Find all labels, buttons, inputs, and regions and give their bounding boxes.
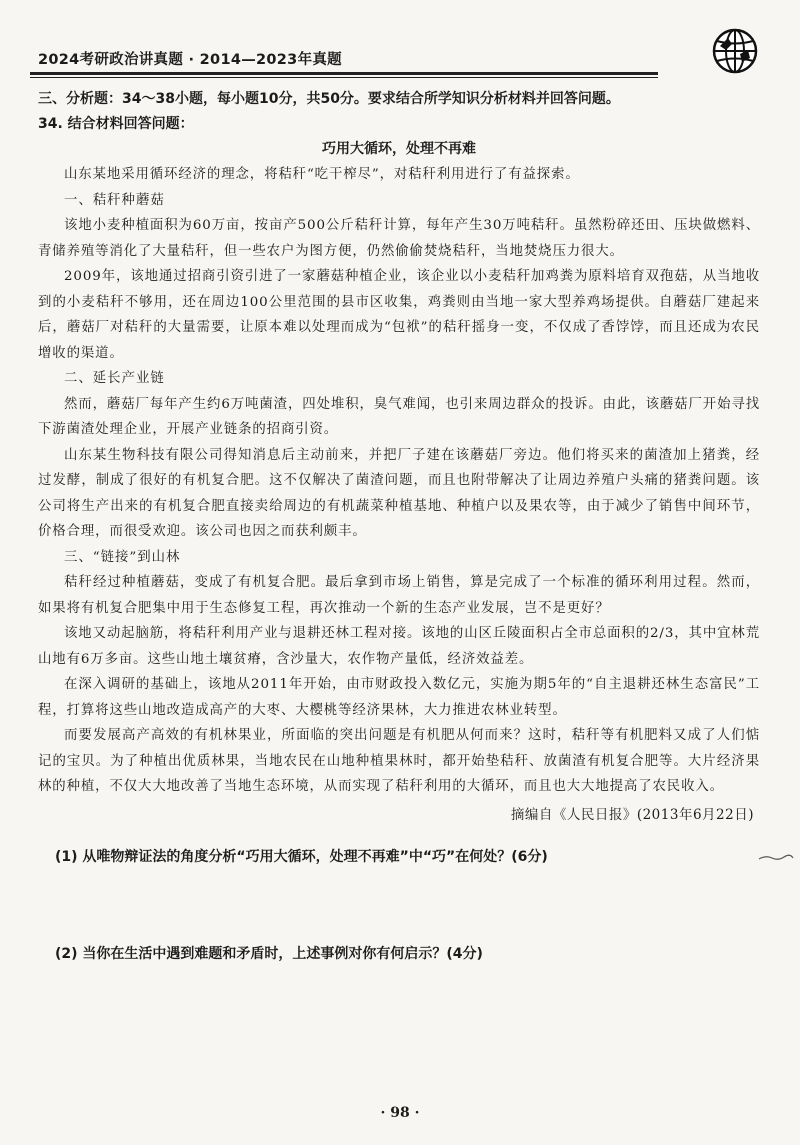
header-title: 2024考研政治讲真题 · 2014—2023年真题: [38, 52, 342, 68]
material-paragraph: 而要发展高产高效的有机林果业，所面临的突出问题是有机肥从何而来？这时，秸秆等有机肥料又成了人们惦记的宝贝。为了种植出优质林果，当地农民在山地种植果林时，都开始垫秸秆、放菌渣有机复合肥等。大片经济果林的种植，不仅大大地改善了当地生态环境，从而实现了秸秆利用的大循环，而且也大大地提高了农民收入。: [38, 728, 760, 794]
material-paragraph: 山东某生物科技有限公司得知消息后主动前来，并把厂子建在该蘑菇厂旁边。他们将买来的菌渣加上猪粪，经过发酵，制成了很好的有机复合肥。这不仅解决了菌渣问题，而且也附带解决了让周边养殖户头痛的猪粪问题。该公司将生产出来的有机复合肥直接卖给周边的有机蔬菜种植基地、种植户以及果农等，由于减少了销售中间环节，价格合理，而很受欢迎。该公司也因之而获利颇丰。: [38, 447, 760, 539]
material-paragraphs: [38, 162, 760, 800]
question-title: 34. 结合材料回答问题：: [38, 116, 194, 132]
material-paragraph: 该地小麦种植面积为60万亩，按亩产500公斤秸秆计算，每年产生30万吨秸秆。虽然粉碎还田、压块做燃料、青储养殖等消化了大量秸秆，但一些农户为图方便，仍然偷偷焚烧秸秆，当地焚烧压力很大。: [38, 218, 760, 259]
material-block: [38, 133, 760, 828]
page-header: [30, 40, 770, 80]
header-rule: [30, 72, 658, 75]
globe-icon: [710, 26, 760, 76]
material-paragraph: 山东某地采用循环经济的理念，将秸秆“吃干榨尽”，对秸秆利用进行了有益探索。: [64, 167, 580, 182]
material-subheading: 一、秸秆种蘑菇: [64, 192, 165, 208]
material-paragraph: 该地又动起脑筋，将秸秆利用产业与退耕还林工程对接。该地的山区丘陵面积占全市总面积的2/3，其中宜林荒山地有6万多亩。这些山地土壤贫瘠，含沙量大，农作物产量低，经济效益差。: [38, 626, 760, 667]
page-number: · 98 ·: [380, 1105, 420, 1121]
pen-mark: [758, 852, 794, 864]
material-subheading: 二、延长产业链: [64, 371, 165, 386]
header-rule-thin: [30, 77, 658, 78]
material-subheading: 三、“链接”到山林: [64, 549, 181, 565]
material-title: 巧用大循环，处理不再难: [322, 141, 476, 157]
material-paragraph: 然而，蘑菇厂每年产生约6万吨菌渣，四处堆积，臭气难闻，也引来周边群众的投诉。由此，该蘑菇厂开始寻找下游菌渣处理企业，开展产业链条的招商引资。: [38, 396, 760, 437]
material-paragraph: 2009年，该地通过招商引资引进了一家蘑菇种植企业，该企业以小麦秸秆加鸡粪为原料培育双孢菇，从当地收到的小麦秸秆不够用，还在周边100公里范围的县市区收集，鸡粪则由当地一家大型养鸡场提供。自蘑菇厂建起来后，蘑菇厂对秸秆的大量需要，让原本难以处理而成为“包袱”的秸秆摇身一变，不仅成了香饽饽，而且还成为农民增收的渠道。: [38, 269, 760, 361]
section-heading: 三、分析题：34～38小题，每小题10分，共50分。要求结合所学知识分析材料并回答问题。: [38, 91, 620, 107]
material-paragraph: 在深入调研的基础上，该地从2011年开始，由市财政投入数亿元，实施为期5年的“自主退耕还林生态富民”工程，打算将这些山地改造成高产的大枣、大樱桃等经济果林，大力推进农林业转型。: [38, 677, 760, 718]
material-source: 摘编自《人民日报》(2013年6月22日): [510, 806, 754, 823]
sub-question-1: (1) 从唯物辩证法的角度分析“巧用大循环，处理不再难”中“巧”在何处？(6分): [55, 849, 548, 865]
material-paragraph: 秸秆经过种植蘑菇，变成了有机复合肥。最后拿到市场上销售，算是完成了一个标准的循环利用过程。然而，如果将有机复合肥集中用于生态修复工程，再次推动一个新的生态产业发展，岂不是更好？: [38, 575, 760, 616]
sub-question-2: (2) 当你在生活中遇到难题和矛盾时，上述事例对你有何启示？(4分): [55, 946, 483, 962]
